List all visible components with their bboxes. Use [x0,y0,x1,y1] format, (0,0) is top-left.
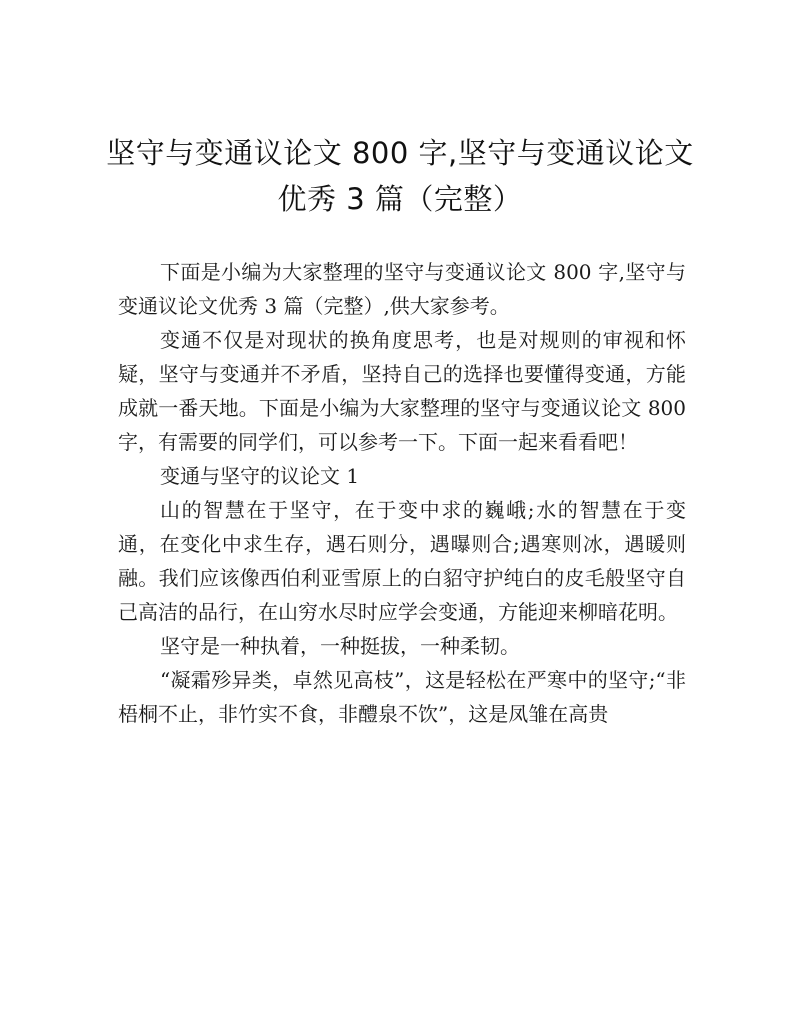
section-heading: 变通与坚守的议论文 1 [160,464,360,488]
title-line-2: 优秀 3 篇（完整） [277,182,523,216]
document-title [100,130,700,222]
body-paragraph: 坚守是一种执着，一种挺拔，一种柔韧。 [160,634,520,658]
document-body [118,255,686,731]
title-line-1: 坚守与变通议论文 800 字,坚守与变通议论文 [106,136,694,170]
summary-paragraph: 变通不仅是对现状的换角度思考，也是对规则的审视和怀疑，坚守与变通并不矛盾，坚持自己的选择也要懂得变通，方能成就一番天地。下面是小编为大家整理的坚守与变通议论文 800 字，有需要的同学们，可以参考一下。下面一起来看看吧！ [118,328,686,454]
body-paragraph: “凝霜殄异类，卓然见高枝”，这是轻松在严寒中的坚守;“非梧桐不止，非竹实不食，非醴泉不饮”，这是凤雏在高贵 [118,668,686,726]
intro-paragraph: 下面是小编为大家整理的坚守与变通议论文 800 字,坚守与变通议论文优秀 3 篇（完整）,供大家参考。 [118,260,686,318]
body-paragraph: 山的智慧在于坚守，在于变中求的巍峨;水的智慧在于变通，在变化中求生存，遇石则分，遇曝则合;遇寒则冰，遇暖则融。我们应该像西伯利亚雪原上的白貂守护纯白的皮毛般坚守自己高洁的品行，在山穷水尽时应学会变通，方能迎来柳暗花明。 [118,498,686,624]
